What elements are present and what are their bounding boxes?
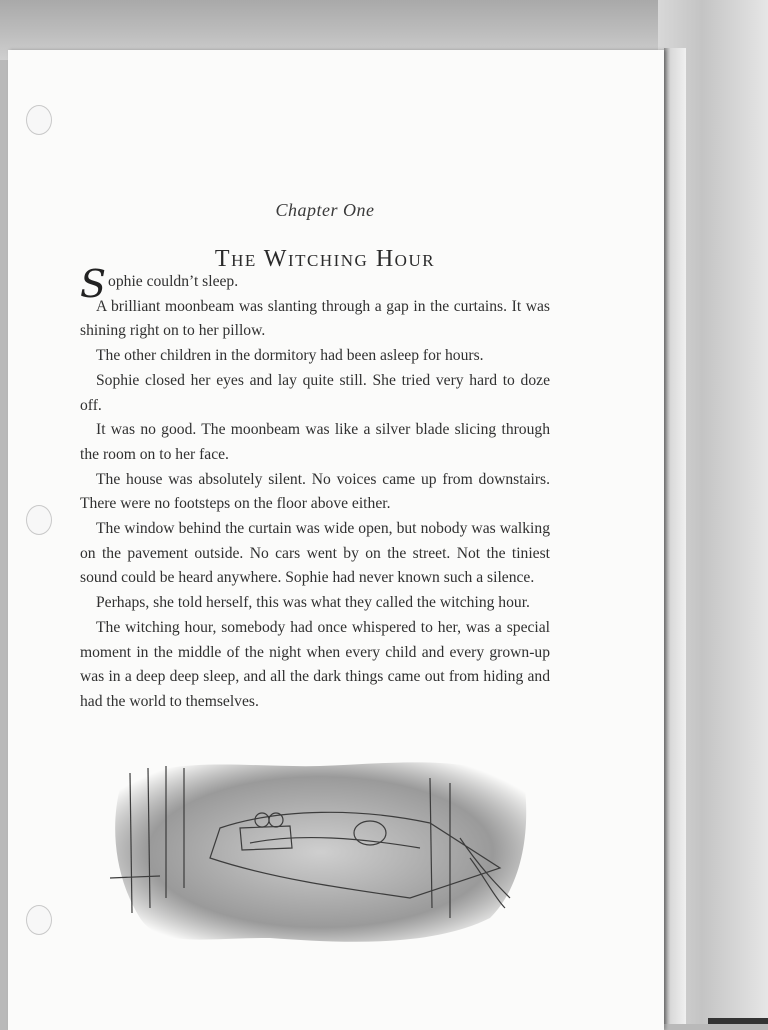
drop-cap: S bbox=[80, 262, 107, 306]
book-page bbox=[8, 50, 664, 1030]
paragraph: It was no good. The moonbeam was like a silver blade slicing through the room on to her face. bbox=[80, 421, 550, 463]
paragraph: Perhaps, she told herself, this was what they called the witching hour. bbox=[96, 594, 530, 612]
paragraph: A brilliant moonbeam was slanting through a gap in the curtains. It was shining right on to her pillow. bbox=[80, 297, 550, 340]
paragraph: The window behind the curtain was wide open, but nobody was walking on the pavement outside. No cars went by on the street. Not the tiniest sound could be heard anywhere. Sophie had never known such a silence. bbox=[80, 520, 550, 587]
chapter-title: The Witching Hour bbox=[214, 246, 436, 272]
chapter-body bbox=[80, 262, 550, 715]
paragraph: Sophie couldn’t sleep. bbox=[80, 262, 239, 306]
paragraph: The house was absolutely silent. No voices came up from downstairs. There were no footsteps on the floor above either. bbox=[80, 470, 550, 513]
punch-hole bbox=[26, 905, 52, 935]
paragraph: The witching hour, somebody had once whispered to her, was a special moment in the middle of the night when every child and every grown-up was in a deep deep sleep, and all the dark things came out from hiding and had the world to themselves. bbox=[80, 618, 550, 710]
punch-hole bbox=[26, 505, 52, 535]
scan-corner-mark bbox=[708, 1018, 768, 1024]
paragraph: Sophie closed her eyes and lay quite still. She tried very hard to doze off. bbox=[80, 371, 550, 414]
punch-hole bbox=[26, 105, 52, 135]
paragraph: The other children in the dormitory had been asleep for hours. bbox=[96, 347, 484, 365]
page-edge-shadow bbox=[664, 48, 686, 1024]
chapter-label: Chapter One bbox=[275, 200, 375, 220]
sleeping-girl-illustration bbox=[100, 748, 530, 948]
